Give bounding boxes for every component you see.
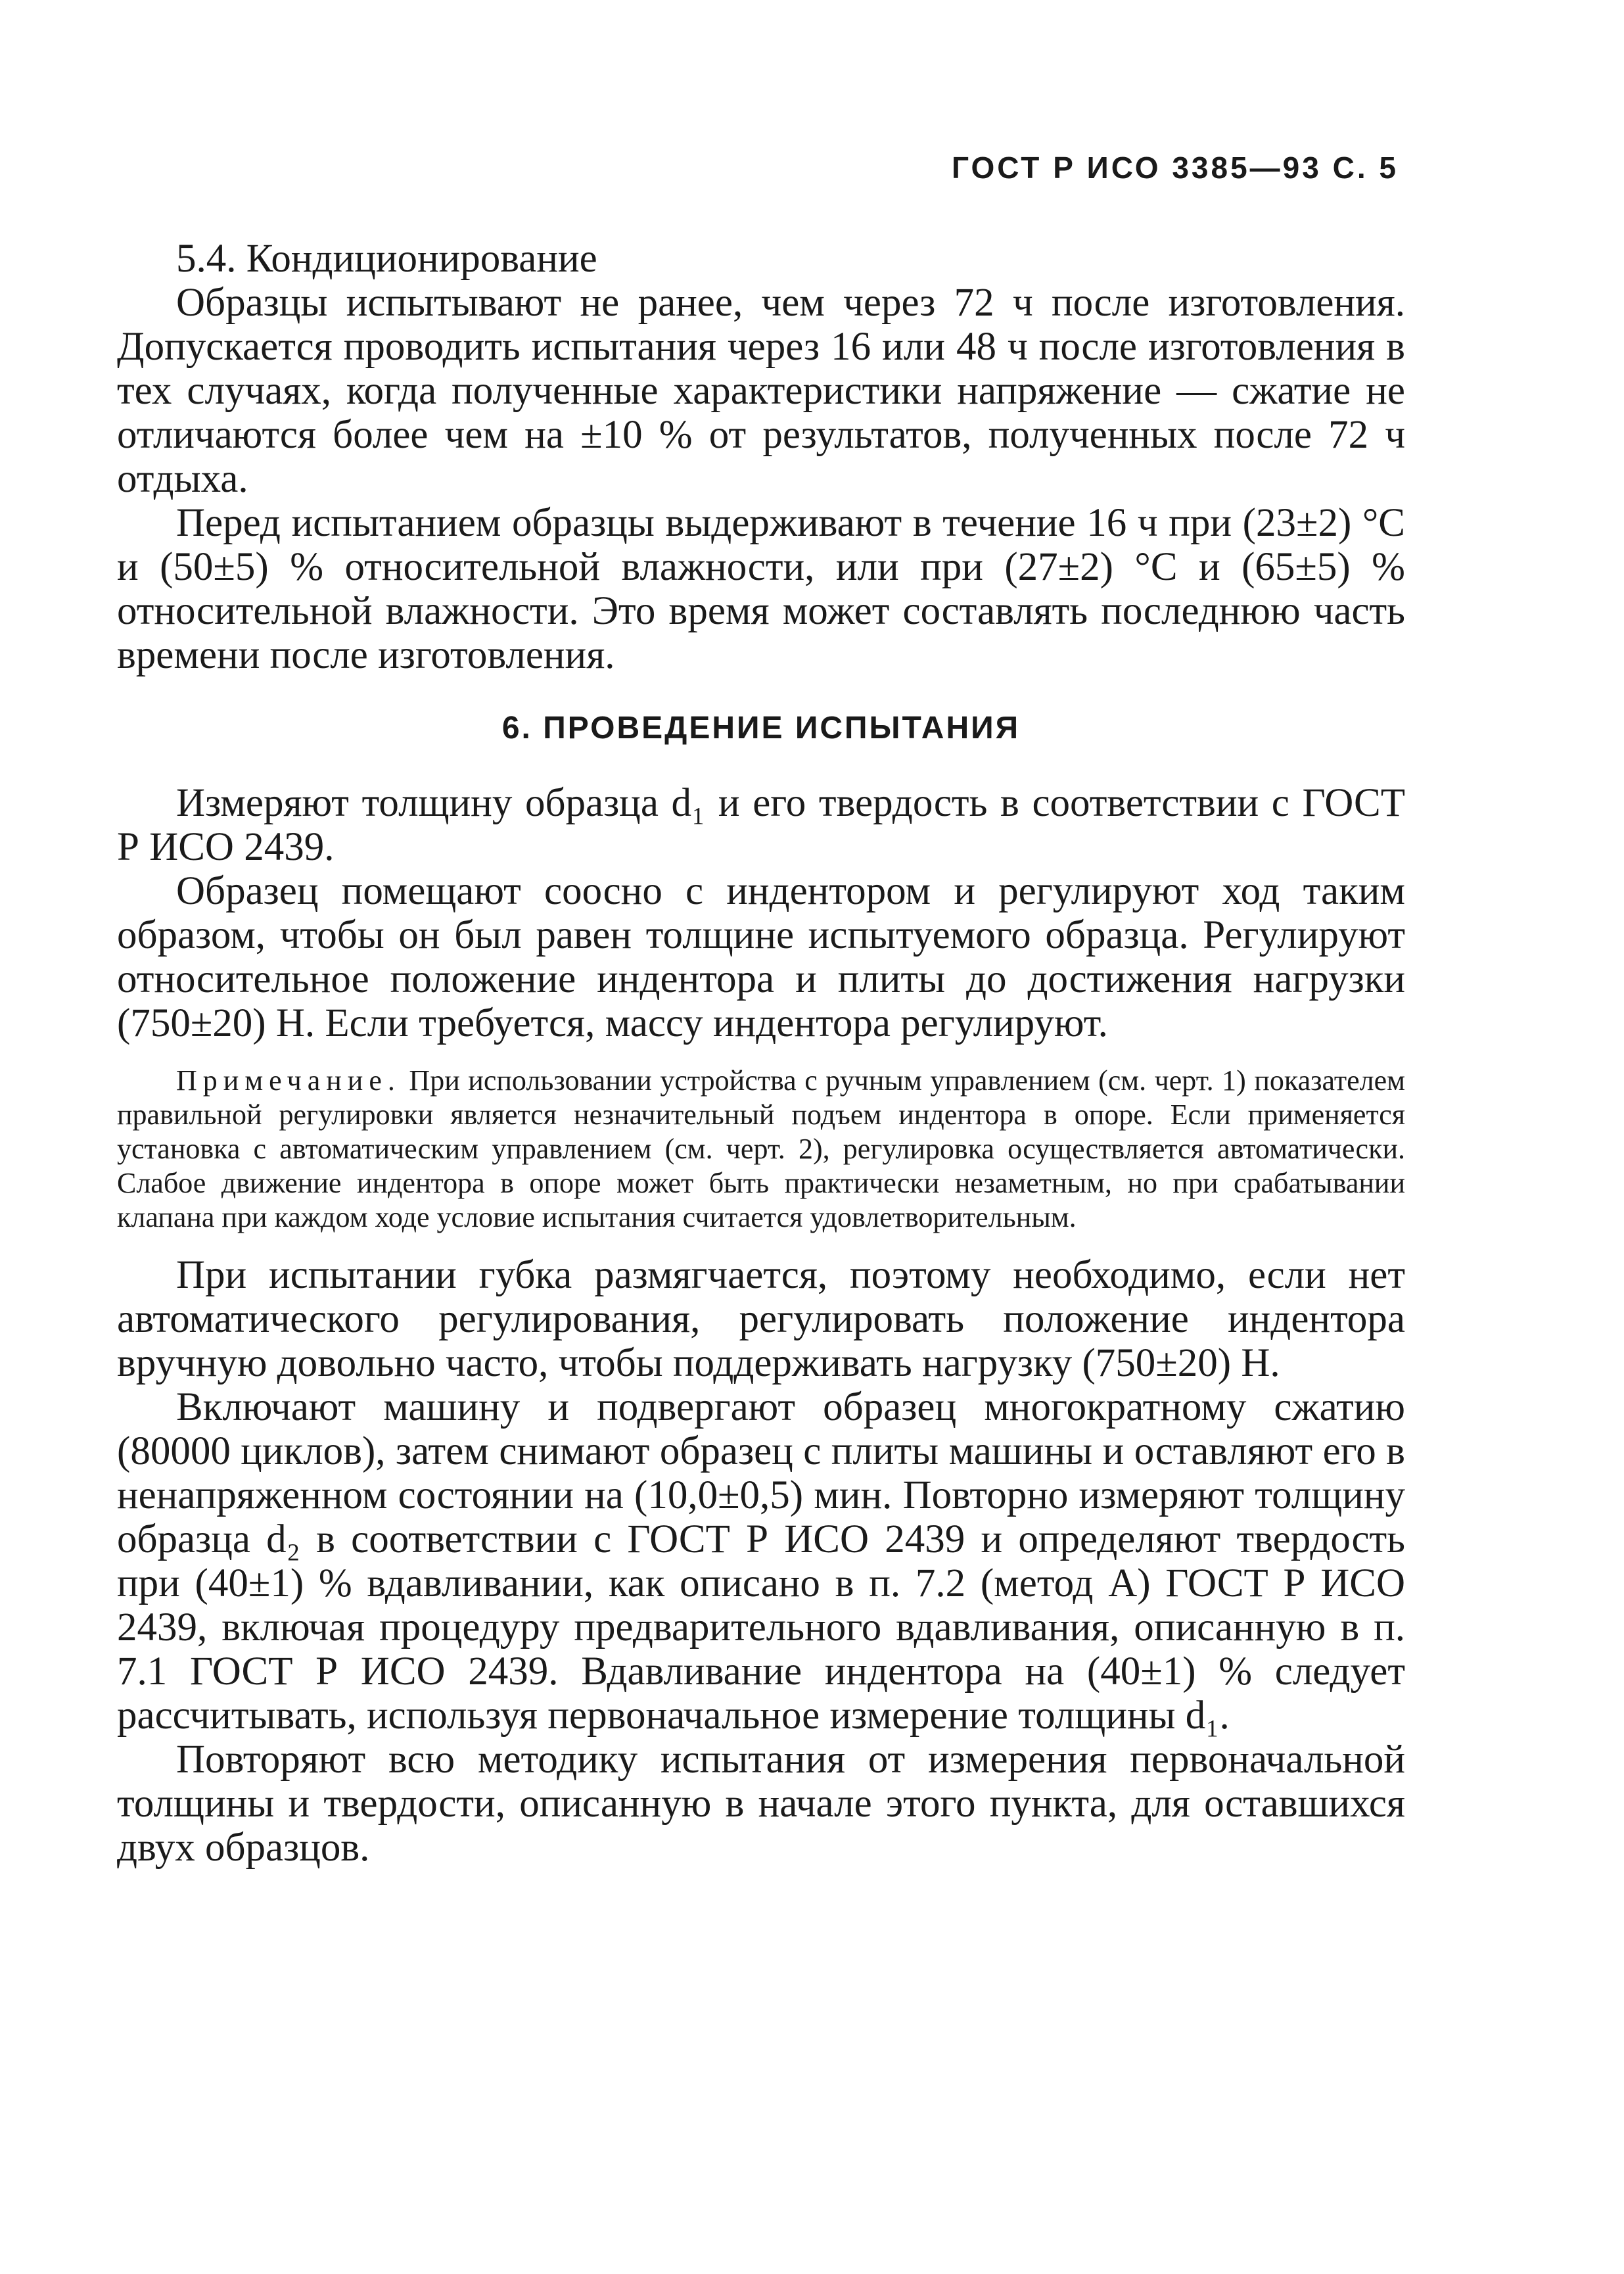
- paragraph-6-4: Включают машину и подвергают образец многократному сжатию (80000 циклов), затем снимают образец с плиты машины и оставляют его в ненапряженном состоянии на (10,0±0,5) мин. Повторно измеряют толщину образца d₂ в соответствии с ГОСТ Р ИСО 2439 и определяют твердость при (40±1) % вдавливании, как описано в п. 7.2 (метод А) ГОСТ Р ИСО 2439, включая процедуру предварительного вдавливания, описанную в п. 7.1 ГОСТ Р ИСО 2439. Вдавливание индентора на (40±1) % следует рассчитывать, используя первоначальное измерение толщины d₁.: [117, 1385, 1405, 1738]
- note: [117, 1064, 1405, 1235]
- paragraph-6-1: Измеряют толщину образца d₁ и его твердость в соответствии с ГОСТ Р ИСО 2439.: [117, 781, 1405, 869]
- paragraph-6-3: При испытании губка размягчается, поэтому необходимо, если нет автоматического регулирования, регулировать положение индентора вручную довольно часто, чтобы поддерживать нагрузку (750±20) Н.: [117, 1253, 1405, 1385]
- note-text: При использовании устройства с ручным управлением (см. черт. 1) показателем правильной регулировки является незначительный подъем индентора в опоре. Если применяется установка с автоматическим управлением (см. черт. 2), регулировка осуществляется автоматически. Слабое движение индентора в опоре может быть практически незаметным, но при срабатывании клапана при каждом ходе условие испытания считается удовлетворительным.: [117, 1064, 1405, 1233]
- paragraph-6-2: Образец помещают соосно с индентором и регулируют ход таким образом, чтобы он был равен толщине испытуемого образца. Регулируют относительное положение индентора и плиты до достижения нагрузки (750±20) Н. Если требуется, массу индентора регулируют.: [117, 869, 1405, 1045]
- subsection-title-5-4: 5.4. Кондиционирование: [176, 237, 597, 281]
- section-heading-6: 6. ПРОВЕДЕНИЕ ИСПЫТАНИЯ: [501, 711, 1021, 746]
- paragraph-5-4-2: Перед испытанием образцы выдерживают в течение 16 ч при (23±2) °С и (50±5) % относительной влажности, или при (27±2) °С и (65±5) % относительной влажности. Это время может составлять последнюю часть времени после изготовления.: [117, 501, 1405, 677]
- paragraph-6-5: Повторяют всю методику испытания от измерения первоначальной толщины и твердости, описанную в начале этого пункта, для оставшихся двух образцов.: [117, 1738, 1405, 1870]
- body-text: [117, 237, 1405, 1870]
- running-head: ГОСТ Р ИСО 3385—93 С. 5: [951, 151, 1399, 185]
- paragraph-5-4-1: Образцы испытывают не ранее, чем через 72 ч после изготовления. Допускается проводить испытания через 16 или 48 ч после изготовления в тех случаях, когда полученные характеристики напряжение — сжатие не отличаются более чем на ±10 % от результатов, полученных после 72 ч отдыха.: [117, 281, 1405, 501]
- note-label: Примечание.: [176, 1064, 401, 1097]
